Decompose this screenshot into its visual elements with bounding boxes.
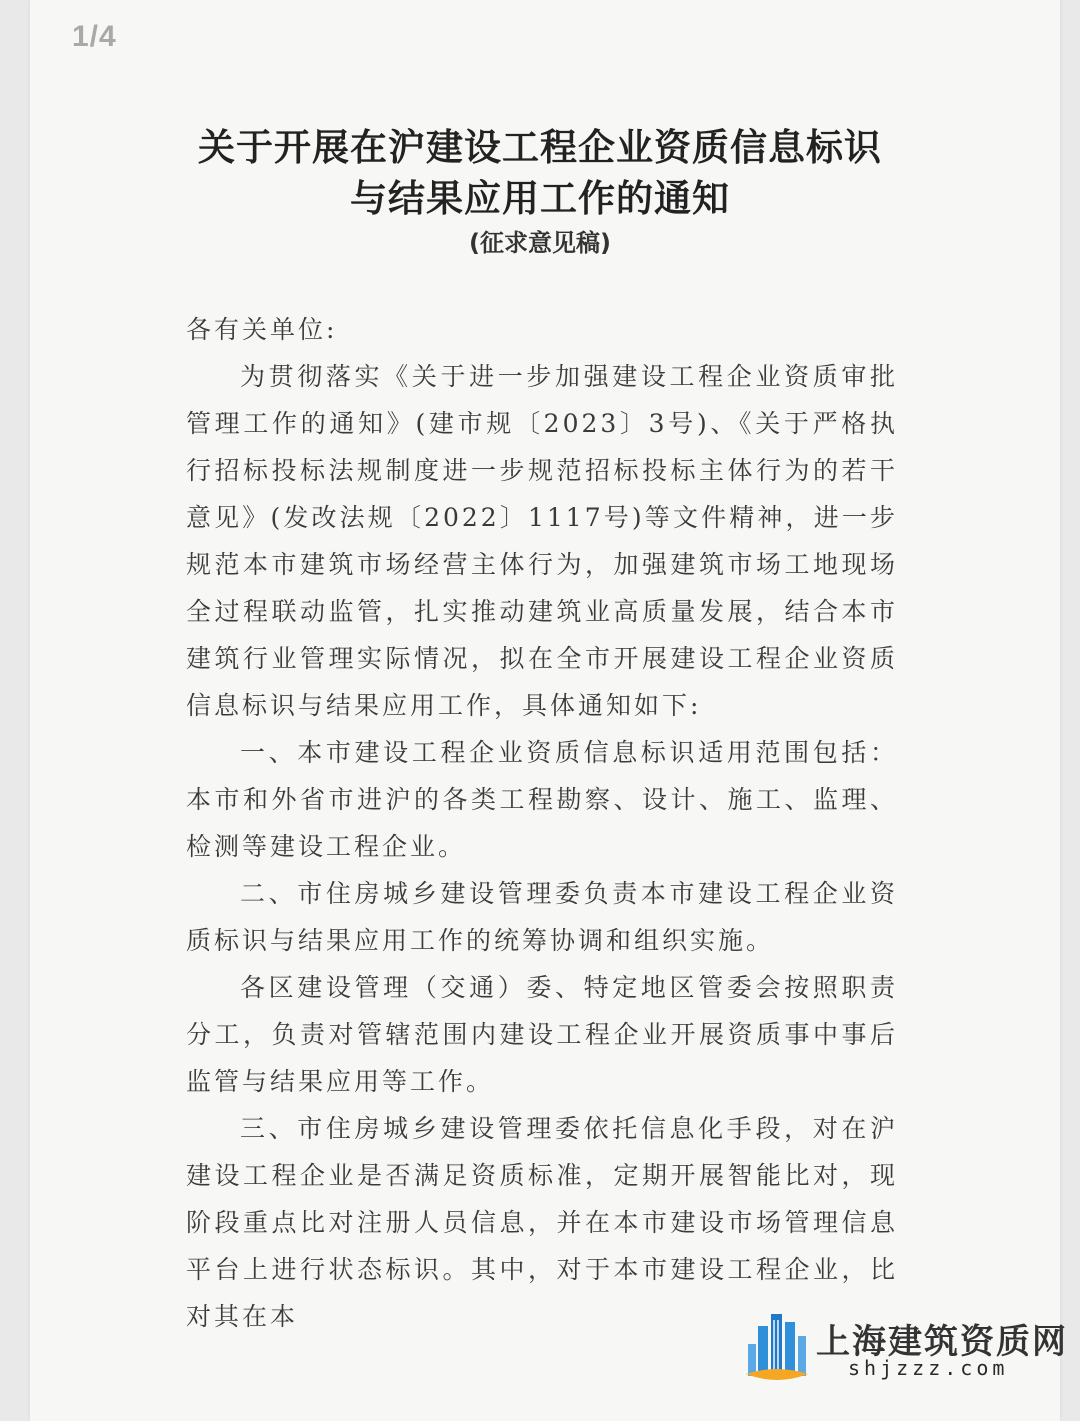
- paragraph-section-3: 三、市住房城乡建设管理委依托信息化手段，对在沪建设工程企业是否满足资质标准，定期开展智能比对，现阶段重点比对注册人员信息，并在本市建设市场管理信息平台上进行状态标识。其中，对于本市建设工程企业，比对其在本: [186, 1114, 898, 1331]
- page-indicator: 1/4: [72, 20, 117, 53]
- document-title-line-1: 关于开展在沪建设工程企业资质信息标识: [198, 126, 882, 169]
- watermark-url: shjzzz.com: [848, 1356, 1009, 1380]
- watermark-title: 上海建筑资质网: [816, 1322, 1068, 1362]
- city-buildings-logo-icon: [744, 1308, 810, 1382]
- document-subtitle: (征求意见稿): [469, 229, 611, 257]
- paragraph-section-1: 一、本市建设工程企业资质信息标识适用范围包括：本市和外省市进沪的各类工程勘察、设计、施工、监理、检测等建设工程企业。: [186, 738, 898, 861]
- watermark: [744, 1302, 1068, 1392]
- document-body: [186, 353, 898, 1340]
- document-title-line-2: 与结果应用工作的通知: [350, 177, 730, 220]
- paragraph-section-2: 二、市住房城乡建设管理委负责本市建设工程企业资质标识与结果应用工作的统筹协调和组织实施。: [186, 879, 898, 955]
- paragraph-district-duties: 各区建设管理（交通）委、特定地区管委会按照职责分工，负责对管辖范围内建设工程企业开展资质事中事后监管与结果应用等工作。: [186, 973, 898, 1096]
- paragraph-intro: 为贯彻落实《关于进一步加强建设工程企业资质审批管理工作的通知》(建市规〔2023〕3号)、《关于严格执行招标投标法规制度进一步规范招标投标主体行为的若干意见》(发改法规〔2022〕1117号)等文件精神，进一步规范本市建筑市场经营主体行为，加强建筑市场工地现场全过程联动监管，扎实推动建筑业高质量发展，结合本市建筑行业管理实际情况，拟在全市开展建设工程企业资质信息标识与结果应用工作，具体通知如下:: [186, 362, 898, 720]
- salutation: 各有关单位:: [186, 315, 338, 344]
